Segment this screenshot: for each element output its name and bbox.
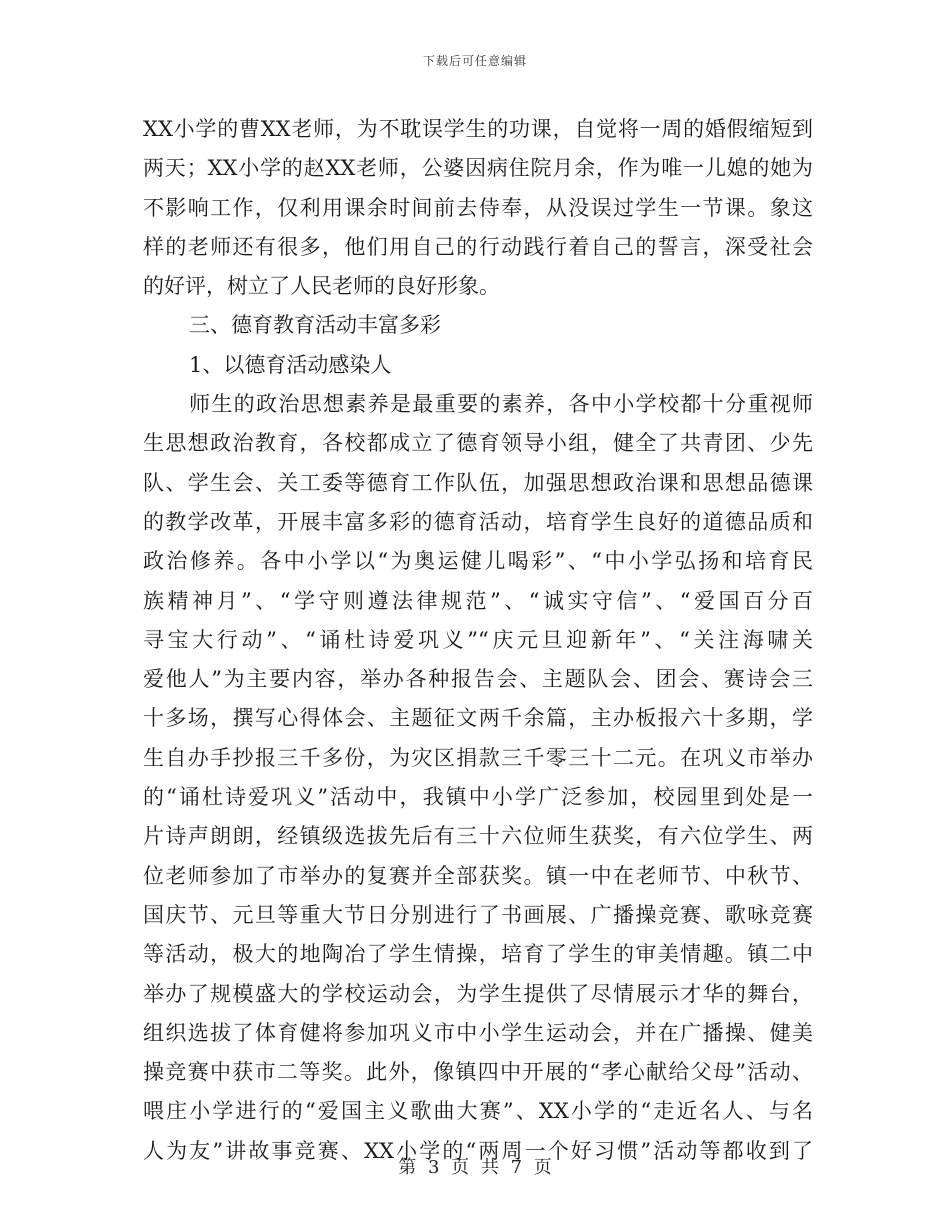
text-line: 队、学生会、关工委等德育工作队伍，加强思想政治课和思想品德课 (143, 470, 813, 495)
text-line: 师生的政治思想素养是最重要的素养，各中小学校都十分重视师 (189, 392, 813, 417)
text-line: 国庆节、元旦等重大节日分别进行了书画展、广播操竞赛、歌咏竞赛 (143, 902, 813, 927)
text-line: 三、德育教育活动丰富多彩 (189, 313, 441, 338)
text-line: 生自办手抄报三千多份，为灾区捐款三千零三十二元。在巩义市举办 (143, 745, 813, 770)
page-header: 下载后可任意编辑 (422, 54, 527, 68)
text-line: 不影响工作，仅利用课余时间前去侍奉，从没误过学生一节课。象这 (143, 195, 813, 220)
text-line: 喂庄小学进行的“爱国主义歌曲大赛”、XX小学的“走近名人、与名 (143, 1099, 813, 1124)
text-line: 寻宝大行动”、“诵杜诗爱巩义”“庆元旦迎新年”、“关注海啸关 (143, 627, 813, 652)
text-line: 爱他人”为主要内容，举办各种报告会、主题队会、团会、赛诗会三 (143, 667, 813, 692)
text-line: 的“诵杜诗爱巩义”活动中，我镇中小学广泛参加，校园里到处是一 (143, 785, 813, 810)
text-line: 族精神月”、“学守则遵法律规范”、“诚实守信”、“爱国百分百 (143, 588, 813, 613)
text-line: 生思想政治教育，各校都成立了德育领导小组，健全了共青团、少先 (143, 431, 813, 456)
page-footer: 第 3 页 共 7 页 (398, 1157, 552, 1178)
text-line: 片诗声朗朗，经镇级选拔先后有三十六位师生获奖，有六位学生、两 (143, 824, 813, 849)
text-line: 十多场，撰写心得体会、主题征文两千余篇，主办板报六十多期，学 (143, 706, 813, 731)
text-line: 组织选拔了体育健将参加巩义市中小学生运动会，并在广播操、健美 (143, 1020, 813, 1045)
text-line: XX小学的曹XX老师，为不耽误学生的功课，自觉将一周的婚假缩短到 (143, 117, 813, 141)
text-line: 操竞赛中获市二等奖。此外，像镇四中开展的“孝心献给父母”活动、 (143, 1060, 813, 1085)
text-line: 位老师参加了市举办的复赛并全部获奖。镇一中在老师节、中秋节、 (143, 863, 813, 888)
body-text (143, 110, 813, 1171)
text-line: 1、以德育活动感染人 (189, 352, 392, 377)
text-line: 两天；XX小学的赵XX老师，公婆因病住院月余，作为唯一儿媳的她为 (143, 156, 813, 181)
text-line: 的好评，树立了人民老师的良好形象。 (143, 274, 500, 299)
text-line: 样的老师还有很多，他们用自己的行动践行着自己的誓言，深受社会 (143, 234, 813, 259)
text-line: 等活动，极大的地陶冶了学生情操，培育了学生的审美情趣。镇二中 (143, 942, 813, 967)
text-line: 的教学改革，开展丰富多彩的德育活动，培育学生良好的道德品质和 (143, 509, 813, 534)
text-line: 人为友”讲故事竞赛、XX小学的“两周一个好习惯”活动等都收到了 (143, 1138, 813, 1163)
text-line: 举办了规模盛大的学校运动会，为学生提供了尽情展示才华的舞台， (143, 981, 813, 1006)
text-line: 政治修养。各中小学以“为奥运健儿喝彩”、“中小学弘扬和培育民 (143, 549, 813, 574)
